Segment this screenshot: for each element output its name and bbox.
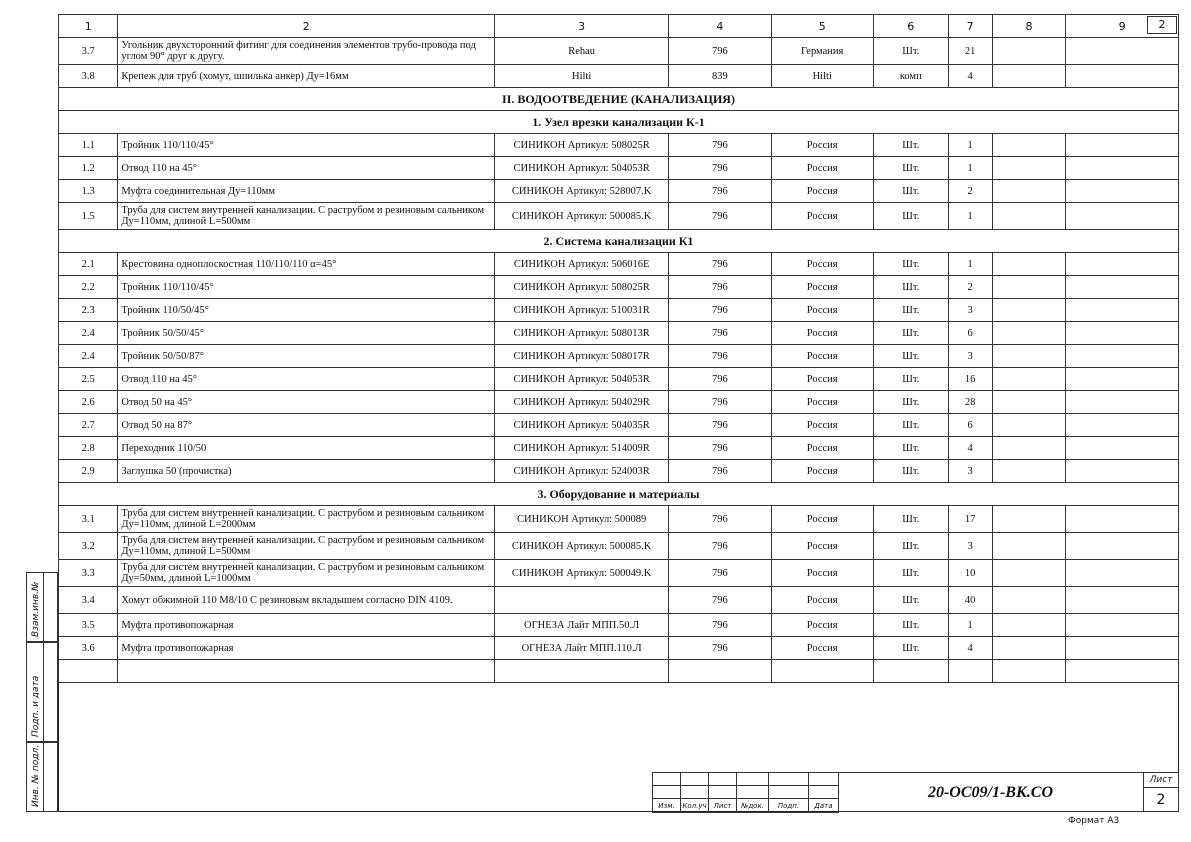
name-cell: Труба для систем внутренней канализации. С раструбом и резиновым сальником Ду=110мм, длиной L=500мм [118,203,495,230]
name-cell: Тройник 110/110/45° [118,276,495,299]
empty-cell [1066,437,1179,460]
code-cell: СИНИКОН Артикул: 508025R [495,134,669,157]
name-cell: Переходник 110/50 [118,437,495,460]
section-title: 3. Оборудование и материалы [59,483,1179,506]
section-row [59,88,1179,111]
empty-cell [992,587,1066,614]
quantity-cell: 1 [948,157,992,180]
empty-cell [992,391,1066,414]
empty-cell [1066,65,1179,88]
table-row [59,65,1179,88]
position-cell: 1.2 [59,157,118,180]
quantity-cell: 4 [948,637,992,660]
col-header: 8 [992,15,1066,38]
quantity-cell: 21 [948,38,992,65]
name-cell: Крестовина одноплоскостная 110/110/110 α=45° [118,253,495,276]
maker-cell: Россия [771,533,873,560]
maker-cell: Россия [771,437,873,460]
code-cell: СИНИКОН Артикул: 504053R [495,157,669,180]
quantity-cell: 10 [948,560,992,587]
section-row [59,230,1179,253]
name-cell: Хомут обжимной 110 M8/10 С резиновым вкладышем согласно DIN 4109. [118,587,495,614]
unit-code-cell: 796 [669,134,771,157]
tb-label: №док. [737,799,769,813]
code-cell: СИНИКОН Артикул: 510031R [495,299,669,322]
position-cell: 3.1 [59,506,118,533]
quantity-cell: 3 [948,533,992,560]
tb-label: Лист [709,799,737,813]
position-cell: 2.4 [59,322,118,345]
code-cell: СИНИКОН Артикул: 500049.K [495,560,669,587]
maker-cell: Россия [771,637,873,660]
tb-label: Подп. [769,799,809,813]
empty-cell [1066,637,1179,660]
table-row [59,322,1179,345]
empty-cell [992,322,1066,345]
unit-code-cell: 796 [669,157,771,180]
unit-code-cell: 796 [669,506,771,533]
quantity-cell: 6 [948,322,992,345]
empty-cell [992,203,1066,230]
tb-label: Изм. [653,799,681,813]
quantity-cell: 28 [948,391,992,414]
position-cell: 2.9 [59,460,118,483]
unit-cell: Шт. [873,587,948,614]
corner-page-number: 2 [1147,16,1177,34]
quantity-cell: 1 [948,614,992,637]
name-cell: Тройник 110/110/45° [118,134,495,157]
code-cell: СИНИКОН Артикул: 504035R [495,414,669,437]
sheet-label: Лист [1144,773,1178,788]
sheet-number: 2 [1156,792,1166,808]
empty-cell [1066,38,1179,65]
table-row [59,299,1179,322]
table-row [59,660,1179,683]
empty-cell [1066,345,1179,368]
tb-label: Кол.уч [681,799,709,813]
empty-cell [992,437,1066,460]
unit-cell: Шт. [873,345,948,368]
empty-cell [992,157,1066,180]
name-cell: Муфта противопожарная [118,637,495,660]
document-number: 20-ОС09/1-ВК.СО [838,772,1144,812]
unit-code-cell: 796 [669,203,771,230]
empty-cell [992,276,1066,299]
code-cell: Hilti [495,65,669,88]
unit-code-cell: 796 [669,322,771,345]
maker-cell: Россия [771,180,873,203]
table-row [59,614,1179,637]
code-cell: СИНИКОН Артикул: 500089 [495,506,669,533]
unit-cell: Шт. [873,506,948,533]
quantity-cell: 40 [948,587,992,614]
stamp-label: Подп. и дата [31,675,41,737]
unit-code-cell: 796 [669,299,771,322]
position-cell: 2.4 [59,345,118,368]
empty-cell [1066,391,1179,414]
maker-cell: Россия [771,203,873,230]
table-row [59,345,1179,368]
maker-cell: Россия [771,391,873,414]
maker-cell: Россия [771,299,873,322]
quantity-cell: 2 [948,276,992,299]
code-cell: СИНИКОН Артикул: 500085.K [495,533,669,560]
position-cell: 2.3 [59,299,118,322]
section-row [59,111,1179,134]
table-row [59,414,1179,437]
table-row [59,460,1179,483]
code-cell: СИНИКОН Артикул: 504029R [495,391,669,414]
empty-cell [992,65,1066,88]
empty-cell [992,460,1066,483]
position-cell: 2.7 [59,414,118,437]
code-cell: СИНИКОН Артикул: 524003R [495,460,669,483]
col-header: 7 [948,15,992,38]
empty-cell [992,614,1066,637]
empty-cell [992,38,1066,65]
quantity-cell: 16 [948,368,992,391]
maker-cell: Россия [771,560,873,587]
maker-cell: Россия [771,134,873,157]
position-cell: 2.1 [59,253,118,276]
code-cell: ОГНЕЗА Лайт МПП.110.Л [495,637,669,660]
col-header: 3 [495,15,669,38]
quantity-cell: 6 [948,414,992,437]
name-cell: Отвод 50 на 45° [118,391,495,414]
code-cell: СИНИКОН Артикул: 500085.K [495,203,669,230]
position-cell: 1.1 [59,134,118,157]
table-row [59,391,1179,414]
empty-cell [1066,134,1179,157]
sheet-box [1144,772,1179,812]
unit-cell: Шт. [873,460,948,483]
position-cell [59,660,118,683]
col-header: 2 [118,15,495,38]
stamp-label: Инв. № подл. [31,744,41,807]
maker-cell: Россия [771,253,873,276]
empty-cell [1066,506,1179,533]
section-title: II. ВОДООТВЕДЕНИЕ (КАНАЛИЗАЦИЯ) [59,88,1179,111]
unit-cell: Шт. [873,253,948,276]
position-cell: 1.3 [59,180,118,203]
name-cell [118,660,495,683]
position-cell: 1.5 [59,203,118,230]
table-row [59,587,1179,614]
code-cell: ОГНЕЗА Лайт МПП.50.Л [495,614,669,637]
name-cell: Тройник 110/50/45° [118,299,495,322]
col-header: 4 [669,15,771,38]
unit-cell: Шт. [873,180,948,203]
table-row [59,157,1179,180]
unit-code-cell: 796 [669,533,771,560]
empty-cell [1066,587,1179,614]
unit-code-cell: 796 [669,414,771,437]
name-cell: Труба для систем внутренней канализации. С раструбом и резиновым сальником Ду=110мм, длиной L=500мм [118,533,495,560]
empty-cell [1066,276,1179,299]
position-cell: 2.6 [59,391,118,414]
empty-cell [992,134,1066,157]
position-cell: 3.2 [59,533,118,560]
empty-cell [992,253,1066,276]
empty-cell [992,345,1066,368]
empty-cell [992,180,1066,203]
code-cell: Rehau [495,38,669,65]
maker-cell: Россия [771,276,873,299]
maker-cell: Россия [771,157,873,180]
quantity-cell: 1 [948,253,992,276]
empty-cell [1066,253,1179,276]
position-cell: 3.8 [59,65,118,88]
unit-code-cell: 839 [669,65,771,88]
code-cell: СИНИКОН Артикул: 506016E [495,253,669,276]
table-row [59,533,1179,560]
position-cell: 3.7 [59,38,118,65]
table-row [59,38,1179,65]
unit-cell: Шт. [873,391,948,414]
unit-cell [873,660,948,683]
unit-cell: Шт. [873,614,948,637]
empty-cell [992,506,1066,533]
name-cell: Отвод 50 на 87° [118,414,495,437]
title-block [652,772,1179,812]
unit-cell: Шт. [873,414,948,437]
unit-code-cell: 796 [669,391,771,414]
position-cell: 3.5 [59,614,118,637]
position-cell: 3.3 [59,560,118,587]
col-header: 1 [59,15,118,38]
unit-cell: Шт. [873,437,948,460]
code-cell: СИНИКОН Артикул: 514009R [495,437,669,460]
unit-cell: Шт. [873,637,948,660]
quantity-cell [948,660,992,683]
maker-cell [771,660,873,683]
empty-cell [992,560,1066,587]
name-cell: Муфта соединительная Ду=110мм [118,180,495,203]
code-cell: СИНИКОН Артикул: 508013R [495,322,669,345]
name-cell: Муфта противопожарная [118,614,495,637]
empty-cell [992,637,1066,660]
maker-cell: Россия [771,614,873,637]
name-cell: Отвод 110 на 45° [118,157,495,180]
unit-code-cell: 796 [669,460,771,483]
table-row [59,253,1179,276]
quantity-cell: 1 [948,134,992,157]
code-cell: СИНИКОН Артикул: 504053R [495,368,669,391]
table-row [59,506,1179,533]
stamp-sign-date [26,642,58,742]
table-row [59,203,1179,230]
empty-cell [1066,460,1179,483]
name-cell: Отвод 110 на 45° [118,368,495,391]
empty-cell [1066,299,1179,322]
quantity-cell: 3 [948,299,992,322]
code-cell [495,587,669,614]
quantity-cell: 2 [948,180,992,203]
stamp-inv-original [26,742,58,812]
unit-cell: Шт. [873,560,948,587]
empty-cell [992,299,1066,322]
unit-code-cell [669,660,771,683]
quantity-cell: 4 [948,437,992,460]
empty-cell [1066,157,1179,180]
empty-cell [1066,322,1179,345]
table-row [59,134,1179,157]
unit-cell: Шт. [873,157,948,180]
quantity-cell: 17 [948,506,992,533]
unit-cell: комп [873,65,948,88]
section-row [59,483,1179,506]
empty-cell [1066,203,1179,230]
unit-code-cell: 796 [669,180,771,203]
col-header: 6 [873,15,948,38]
empty-cell [992,368,1066,391]
format-label: Формат А3 [1068,816,1120,826]
unit-cell: Шт. [873,38,948,65]
maker-cell: Россия [771,414,873,437]
empty-cell [1066,660,1179,683]
name-cell: Труба для систем внутренней канализации. С раструбом и резиновым сальником Ду=110мм, длиной L=2000мм [118,506,495,533]
unit-code-cell: 796 [669,345,771,368]
empty-cell [1066,414,1179,437]
position-cell: 2.8 [59,437,118,460]
name-cell: Заглушка 50 (прочистка) [118,460,495,483]
maker-cell: Россия [771,506,873,533]
quantity-cell: 4 [948,65,992,88]
unit-code-cell: 796 [669,560,771,587]
specification-table [58,14,1179,683]
name-cell: Тройник 50/50/45° [118,322,495,345]
table-row [59,637,1179,660]
table-body [59,15,1179,683]
empty-cell [1066,368,1179,391]
unit-cell: Шт. [873,322,948,345]
maker-cell: Hilti [771,65,873,88]
quantity-cell: 3 [948,460,992,483]
tb-label: Дата [809,799,839,813]
unit-cell: Шт. [873,368,948,391]
stamp-label: Взам.инв.№ [31,581,41,637]
unit-code-cell: 796 [669,368,771,391]
empty-cell [1066,560,1179,587]
unit-cell: Шт. [873,299,948,322]
maker-cell: Россия [771,368,873,391]
code-cell [495,660,669,683]
name-cell: Тройник 50/50/87° [118,345,495,368]
unit-cell: Шт. [873,276,948,299]
col-header: 9 [1066,15,1179,38]
quantity-cell: 1 [948,203,992,230]
column-number-row [59,15,1179,38]
section-title: 1. Узел врезки канализации К-1 [59,111,1179,134]
maker-cell: Россия [771,460,873,483]
unit-code-cell: 796 [669,253,771,276]
name-cell: Труба для систем внутренней канализации. С раструбом и резиновым сальником Ду=50мм, длиной L=1000мм [118,560,495,587]
unit-cell: Шт. [873,533,948,560]
unit-code-cell: 796 [669,587,771,614]
section-title: 2. Система канализации К1 [59,230,1179,253]
unit-code-cell: 796 [669,614,771,637]
empty-cell [992,414,1066,437]
position-cell: 2.5 [59,368,118,391]
position-cell: 3.6 [59,637,118,660]
name-cell: Угольник двухсторонний фитинг для соединения элементов трубо-провода под углом 90° друг к другу. [118,38,495,65]
table-row [59,368,1179,391]
stamp-replaced-inv [26,572,58,642]
name-cell: Крепеж для труб (хомут, шпилька анкер) Ду=16мм [118,65,495,88]
maker-cell: Россия [771,322,873,345]
position-cell: 2.2 [59,276,118,299]
table-row [59,437,1179,460]
unit-code-cell: 796 [669,276,771,299]
unit-code-cell: 796 [669,637,771,660]
empty-cell [1066,614,1179,637]
empty-cell [992,533,1066,560]
maker-cell: Германия [771,38,873,65]
table-row [59,180,1179,203]
unit-code-cell: 796 [669,437,771,460]
code-cell: СИНИКОН Артикул: 528007.K [495,180,669,203]
empty-cell [1066,180,1179,203]
col-header: 5 [771,15,873,38]
maker-cell: Россия [771,345,873,368]
table-row [59,560,1179,587]
empty-cell [1066,533,1179,560]
unit-code-cell: 796 [669,38,771,65]
position-cell: 3.4 [59,587,118,614]
maker-cell: Россия [771,587,873,614]
empty-cell [992,660,1066,683]
code-cell: СИНИКОН Артикул: 508017R [495,345,669,368]
table-row [59,276,1179,299]
code-cell: СИНИКОН Артикул: 508025R [495,276,669,299]
unit-cell: Шт. [873,203,948,230]
unit-cell: Шт. [873,134,948,157]
quantity-cell: 3 [948,345,992,368]
